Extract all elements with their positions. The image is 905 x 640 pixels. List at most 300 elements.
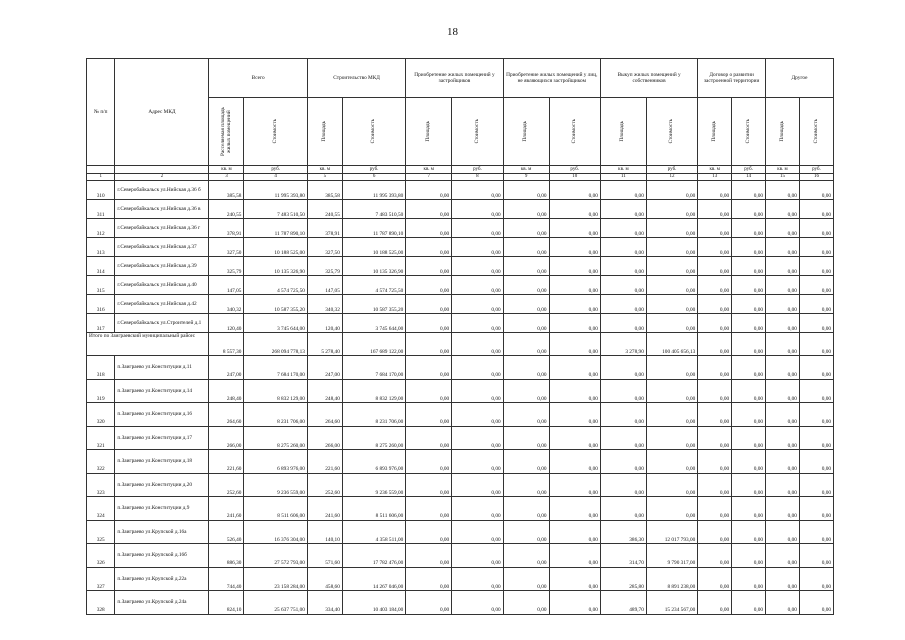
unit-cell: руб. [646, 166, 697, 174]
row-value: 0,00 [549, 238, 600, 257]
row-value: 0,00 [600, 314, 646, 333]
row-value: 0,00 [452, 314, 503, 333]
row-value: 744,40 [209, 567, 244, 591]
row-value: 8 511 606,00 [244, 497, 307, 521]
unit-cell: руб. [342, 166, 405, 174]
row-value: 0,00 [600, 257, 646, 276]
sub-header-cell [698, 98, 732, 166]
row-value: 17 782 476,00 [342, 544, 405, 568]
row-value: 0,00 [549, 379, 600, 403]
row-value: 0,00 [646, 200, 697, 219]
row-value: 0,00 [799, 181, 833, 200]
row-value: 252,60 [209, 473, 244, 497]
row-value: 0,00 [698, 450, 732, 474]
row-value: 0,00 [646, 403, 697, 427]
row-value: 0,00 [452, 426, 503, 450]
row-number: 322 [87, 450, 115, 474]
row-value: 340,32 [307, 295, 342, 314]
row-value: 0,00 [766, 257, 800, 276]
row-value: 10 587 355,20 [244, 295, 307, 314]
row-value: 16 376 304,00 [244, 520, 307, 544]
table-row [87, 591, 834, 615]
row-value: 571,60 [307, 544, 342, 568]
row-value: 0,00 [549, 426, 600, 450]
row-address: п.Заиграево ул.Конституции д.14 [115, 379, 209, 403]
column-number-cell: 11 [600, 174, 646, 181]
row-value: 3 745 644,00 [342, 314, 405, 333]
sub-header-text: Площадь [710, 121, 717, 142]
row-value: 0,00 [766, 295, 800, 314]
row-value: 0,00 [503, 257, 549, 276]
row-value: 0,00 [406, 520, 452, 544]
row-value: 0,00 [646, 379, 697, 403]
row-number: 311 [87, 200, 115, 219]
row-value: 0,00 [732, 403, 766, 427]
row-value: 0,00 [406, 497, 452, 521]
table-row [87, 257, 834, 276]
sub-header-cell [646, 98, 697, 166]
row-value: 15 234 567,00 [646, 591, 697, 615]
sub-header-cell [406, 98, 452, 166]
summary-value: 0,00 [698, 333, 732, 356]
summary-value: 0,00 [766, 333, 800, 356]
row-value: 0,00 [406, 200, 452, 219]
summary-value: 0,00 [406, 333, 452, 356]
row-value: 8 275 260,00 [342, 426, 405, 450]
row-number: 312 [87, 219, 115, 238]
row-address: п.Заиграево ул.Крупской д.22а [115, 567, 209, 591]
row-value: 0,00 [452, 450, 503, 474]
row-value: 0,00 [503, 314, 549, 333]
row-value: 0,00 [799, 450, 833, 474]
row-number: 317 [87, 314, 115, 333]
row-value: 247,00 [209, 356, 244, 380]
row-address: п.Заиграево ул.Конституции д.20 [115, 473, 209, 497]
row-value: 0,00 [646, 276, 697, 295]
row-value: 0,00 [732, 497, 766, 521]
row-value: 10 188 525,00 [244, 238, 307, 257]
row-value: 0,00 [766, 426, 800, 450]
row-value: 386,30 [600, 520, 646, 544]
row-value: 10 403 184,00 [342, 591, 405, 615]
group-header-territory: Договор о развитии застроенной территории [698, 59, 766, 98]
row-value: 0,00 [799, 295, 833, 314]
row-value: 221,60 [209, 450, 244, 474]
row-value: 0,00 [406, 314, 452, 333]
row-value: 0,00 [503, 181, 549, 200]
row-value: 11 995 393,80 [342, 181, 405, 200]
row-value: 0,00 [549, 544, 600, 568]
resettlement-table [86, 58, 834, 615]
row-value: 0,00 [799, 257, 833, 276]
row-value: 0,00 [406, 403, 452, 427]
sub-header-text: Стоимость [668, 119, 675, 144]
row-value: 0,00 [698, 181, 732, 200]
row-number: 313 [87, 238, 115, 257]
sub-header-cell [766, 98, 800, 166]
row-value: 240,55 [307, 200, 342, 219]
table-row [87, 200, 834, 219]
row-value: 334,40 [307, 591, 342, 615]
unit-cell [87, 166, 115, 174]
row-value: 0,00 [766, 403, 800, 427]
row-value: 0,00 [406, 295, 452, 314]
sub-header-cell [600, 98, 646, 166]
row-value: 0,00 [732, 356, 766, 380]
group-header-total: Всего [209, 59, 307, 98]
row-value: 0,00 [452, 219, 503, 238]
unit-cell: руб. [732, 166, 766, 174]
sub-header-cell [342, 98, 405, 166]
row-value: 0,00 [732, 473, 766, 497]
row-value: 0,00 [549, 356, 600, 380]
row-value: 0,00 [698, 238, 732, 257]
row-number: 314 [87, 257, 115, 276]
row-address: г.Северобайкальск ул.Нийская д.39 [115, 257, 209, 276]
sub-header-text: Площадь [424, 121, 431, 142]
row-value: 241,60 [209, 497, 244, 521]
row-value: 0,00 [406, 379, 452, 403]
row-value: 6 893 976,00 [342, 450, 405, 474]
row-address: п.Заиграево ул.Конституции д.16 [115, 403, 209, 427]
row-value: 327,50 [307, 238, 342, 257]
row-number: 319 [87, 379, 115, 403]
unit-cell: кв. м [698, 166, 732, 174]
row-value: 8 511 606,00 [342, 497, 405, 521]
row-value: 0,00 [732, 314, 766, 333]
unit-cell: кв. м [209, 166, 244, 174]
summary-value: 167 689 122,00 [342, 333, 405, 356]
row-value: 7 684 170,00 [244, 356, 307, 380]
row-value: 886,30 [209, 544, 244, 568]
sub-header-text: Площадь [320, 121, 327, 142]
row-value: 10 587 355,20 [342, 295, 405, 314]
row-value: 25 637 751,00 [244, 591, 307, 615]
row-number: 320 [87, 403, 115, 427]
summary-value: 5 278,40 [307, 333, 342, 356]
column-number-cell: 6 [342, 174, 405, 181]
row-value: 0,00 [799, 567, 833, 591]
row-value: 0,00 [766, 520, 800, 544]
row-value: 0,00 [600, 497, 646, 521]
row-value: 0,00 [549, 257, 600, 276]
row-value: 0,00 [799, 544, 833, 568]
row-value: 0,00 [799, 314, 833, 333]
row-value: 23 158 284,00 [244, 567, 307, 591]
row-value: 0,00 [646, 295, 697, 314]
row-value: 8 275 260,00 [244, 426, 307, 450]
row-value: 0,00 [766, 238, 800, 257]
row-value: 8 832 129,00 [342, 379, 405, 403]
summary-value: 0,00 [549, 333, 600, 356]
unit-cell: кв. м [503, 166, 549, 174]
row-value: 526,40 [209, 520, 244, 544]
row-value: 0,00 [799, 520, 833, 544]
row-value: 0,00 [732, 591, 766, 615]
row-value: 285,80 [600, 567, 646, 591]
row-value: 10 188 525,00 [342, 238, 405, 257]
row-value: 0,00 [549, 295, 600, 314]
row-value: 824,10 [209, 591, 244, 615]
row-value: 0,00 [406, 544, 452, 568]
summary-value: 0,00 [503, 333, 549, 356]
row-value: 0,00 [600, 276, 646, 295]
table-row [87, 450, 834, 474]
row-value: 385,58 [307, 181, 342, 200]
row-value: 0,00 [698, 497, 732, 521]
row-value: 0,00 [406, 473, 452, 497]
sub-header-text: Стоимость [271, 119, 278, 144]
column-number-cell: 10 [549, 174, 600, 181]
row-value: 0,00 [698, 276, 732, 295]
row-value: 0,00 [452, 257, 503, 276]
row-value: 0,00 [799, 356, 833, 380]
row-value: 0,00 [549, 314, 600, 333]
unit-cell: руб. [799, 166, 833, 174]
sub-header-text: Стоимость [570, 119, 577, 144]
row-value: 248,40 [307, 379, 342, 403]
row-address: п.Заиграево ул.Конституции д.18 [115, 450, 209, 474]
row-value: 0,00 [452, 544, 503, 568]
row-value: 0,00 [766, 379, 800, 403]
row-address: г.Северобайкальск ул.Нийская д.37 [115, 238, 209, 257]
row-value: 340,32 [209, 295, 244, 314]
row-value: 4 358 511,00 [342, 520, 405, 544]
row-value: 147,05 [307, 276, 342, 295]
sub-header-text: Стоимость [370, 119, 377, 144]
column-number-cell: 4 [244, 174, 307, 181]
row-value: 314,70 [600, 544, 646, 568]
row-value: 11 787 890,10 [244, 219, 307, 238]
group-header-construction: Строительство МКД [307, 59, 405, 98]
row-value: 0,00 [549, 403, 600, 427]
row-value: 0,00 [503, 276, 549, 295]
column-number-cell: 12 [646, 174, 697, 181]
column-number-cell: 16 [799, 174, 833, 181]
row-value: 0,00 [646, 450, 697, 474]
row-address: п.Заиграево ул.Крупской д.16б [115, 544, 209, 568]
sub-header-cell [799, 98, 833, 166]
row-address: г.Северобайкальск ул.Строителей д.1 [115, 314, 209, 333]
row-number: 324 [87, 497, 115, 521]
row-value: 0,00 [732, 295, 766, 314]
column-number-cell: 2 [115, 174, 209, 181]
row-value: 12 017 793,00 [646, 520, 697, 544]
column-number-cell: 1 [87, 174, 115, 181]
row-value: 248,40 [209, 379, 244, 403]
table-row [87, 544, 834, 568]
row-value: 14 267 046,00 [342, 567, 405, 591]
row-value: 0,00 [503, 238, 549, 257]
row-value: 4 574 725,50 [244, 276, 307, 295]
row-value: 252,60 [307, 473, 342, 497]
row-value: 140,10 [307, 520, 342, 544]
row-value: 27 572 793,00 [244, 544, 307, 568]
row-value: 0,00 [766, 181, 800, 200]
row-number: 325 [87, 520, 115, 544]
row-value: 0,00 [799, 497, 833, 521]
unit-cell: кв. м [406, 166, 452, 174]
row-value: 0,00 [600, 295, 646, 314]
row-value: 0,00 [600, 238, 646, 257]
group-header-purchase-non-developers: Приобретение жилых помещений у лиц, не являющихся застройщиком [503, 59, 600, 98]
row-value: 10 135 326,90 [244, 257, 307, 276]
table-row [87, 295, 834, 314]
summary-value: 268 094 778,13 [244, 333, 307, 356]
sub-header-cell [209, 98, 244, 166]
row-address: п.Заиграево ул.Конституции д.17 [115, 426, 209, 450]
row-address: г.Северобайкальск ул.Нийская д.42 [115, 295, 209, 314]
row-value: 0,00 [698, 426, 732, 450]
row-value: 0,00 [698, 257, 732, 276]
row-value: 0,00 [698, 544, 732, 568]
row-value: 0,00 [452, 200, 503, 219]
sub-header-cell [452, 98, 503, 166]
row-value: 0,00 [646, 314, 697, 333]
table-row [87, 379, 834, 403]
row-value: 241,60 [307, 497, 342, 521]
row-value: 0,00 [503, 200, 549, 219]
summary-label: Итого по Заиграевский муниципальный район: [87, 333, 209, 356]
row-value: 0,00 [452, 567, 503, 591]
row-value: 3 745 644,00 [244, 314, 307, 333]
row-value: 0,00 [452, 356, 503, 380]
table-row [87, 403, 834, 427]
row-value: 0,00 [503, 403, 549, 427]
row-value: 0,00 [732, 200, 766, 219]
row-value: 378,91 [307, 219, 342, 238]
row-value: 240,55 [209, 200, 244, 219]
table-row [87, 473, 834, 497]
column-number-cell: 8 [452, 174, 503, 181]
row-value: 266,00 [209, 426, 244, 450]
row-value: 0,00 [600, 473, 646, 497]
row-value: 0,00 [698, 356, 732, 380]
row-value: 0,00 [503, 497, 549, 521]
page-number: 18 [447, 26, 458, 38]
row-value: 0,00 [549, 520, 600, 544]
row-value: 0,00 [766, 544, 800, 568]
row-value: 6 893 976,00 [244, 450, 307, 474]
summary-value: 0,00 [799, 333, 833, 356]
row-value: 11 787 890,10 [342, 219, 405, 238]
row-value: 0,00 [452, 295, 503, 314]
row-value: 221,60 [307, 450, 342, 474]
row-value: 11 995 393,80 [244, 181, 307, 200]
summary-value: 100 405 656,13 [646, 333, 697, 356]
row-value: 0,00 [799, 426, 833, 450]
row-value: 8 231 706,00 [342, 403, 405, 427]
row-value: 0,00 [549, 450, 600, 474]
row-value: 0,00 [549, 591, 600, 615]
row-value: 0,00 [406, 257, 452, 276]
row-address: г.Северобайкальск ул.Нийская д.36 в [115, 200, 209, 219]
row-value: 0,00 [452, 591, 503, 615]
row-number: 328 [87, 591, 115, 615]
row-value: 0,00 [698, 295, 732, 314]
row-value: 0,00 [406, 181, 452, 200]
sub-header-text: Площадь [619, 121, 626, 142]
row-value: 0,00 [799, 591, 833, 615]
sub-header-text: Расселяемая площадь жилых помещений [219, 107, 232, 156]
row-value: 264,60 [209, 403, 244, 427]
row-value: 7 483 510,50 [342, 200, 405, 219]
row-value: 0,00 [646, 497, 697, 521]
row-value: 0,00 [503, 450, 549, 474]
unit-cell: кв. м [307, 166, 342, 174]
row-number: 321 [87, 426, 115, 450]
row-value: 0,00 [766, 473, 800, 497]
table-row [87, 181, 834, 200]
row-value: 0,00 [766, 314, 800, 333]
sub-header-cell [549, 98, 600, 166]
row-number: 326 [87, 544, 115, 568]
row-value: 0,00 [406, 567, 452, 591]
row-value: 247,00 [307, 356, 342, 380]
sub-header-cell [732, 98, 766, 166]
row-value: 0,00 [766, 591, 800, 615]
unit-cell: руб. [244, 166, 307, 174]
row-value: 0,00 [732, 450, 766, 474]
row-value: 0,00 [600, 403, 646, 427]
row-value: 0,00 [646, 426, 697, 450]
row-value: 0,00 [766, 276, 800, 295]
column-number-cell: 14 [732, 174, 766, 181]
row-value: 10 135 326,90 [342, 257, 405, 276]
row-value: 0,00 [503, 426, 549, 450]
summary-value: 0,00 [452, 333, 503, 356]
row-number: 316 [87, 295, 115, 314]
row-value: 489,70 [600, 591, 646, 615]
row-value: 0,00 [646, 238, 697, 257]
row-value: 0,00 [503, 295, 549, 314]
row-value: 9 236 559,00 [342, 473, 405, 497]
row-value: 0,00 [406, 591, 452, 615]
row-value: 0,00 [799, 276, 833, 295]
row-value: 8 832 129,00 [244, 379, 307, 403]
row-address: г.Северобайкальск ул.Нийская д.36 г [115, 219, 209, 238]
table-row [87, 426, 834, 450]
row-value: 0,00 [766, 219, 800, 238]
column-number-cell: 13 [698, 174, 732, 181]
row-value: 0,00 [766, 497, 800, 521]
row-value: 0,00 [503, 473, 549, 497]
column-number-cell: 9 [503, 174, 549, 181]
sub-header-text: Стоимость [812, 119, 819, 144]
column-number-cell: 15 [766, 174, 800, 181]
row-value: 0,00 [600, 181, 646, 200]
unit-cell: кв. м [766, 166, 800, 174]
row-value: 9 236 559,00 [244, 473, 307, 497]
sub-header-text: Стоимость [473, 119, 480, 144]
row-value: 0,00 [698, 567, 732, 591]
row-value: 0,00 [646, 181, 697, 200]
col-header-num: № п/п [87, 59, 115, 166]
row-value: 147,05 [209, 276, 244, 295]
row-value: 0,00 [799, 473, 833, 497]
row-value: 0,00 [646, 356, 697, 380]
column-number-cell: 7 [406, 174, 452, 181]
row-value: 0,00 [406, 450, 452, 474]
table-row [87, 567, 834, 591]
row-value: 0,00 [452, 238, 503, 257]
row-value: 0,00 [732, 520, 766, 544]
unit-cell: руб. [549, 166, 600, 174]
row-value: 385,58 [209, 181, 244, 200]
row-value: 0,00 [698, 379, 732, 403]
row-value: 0,00 [646, 257, 697, 276]
row-value: 0,00 [600, 356, 646, 380]
